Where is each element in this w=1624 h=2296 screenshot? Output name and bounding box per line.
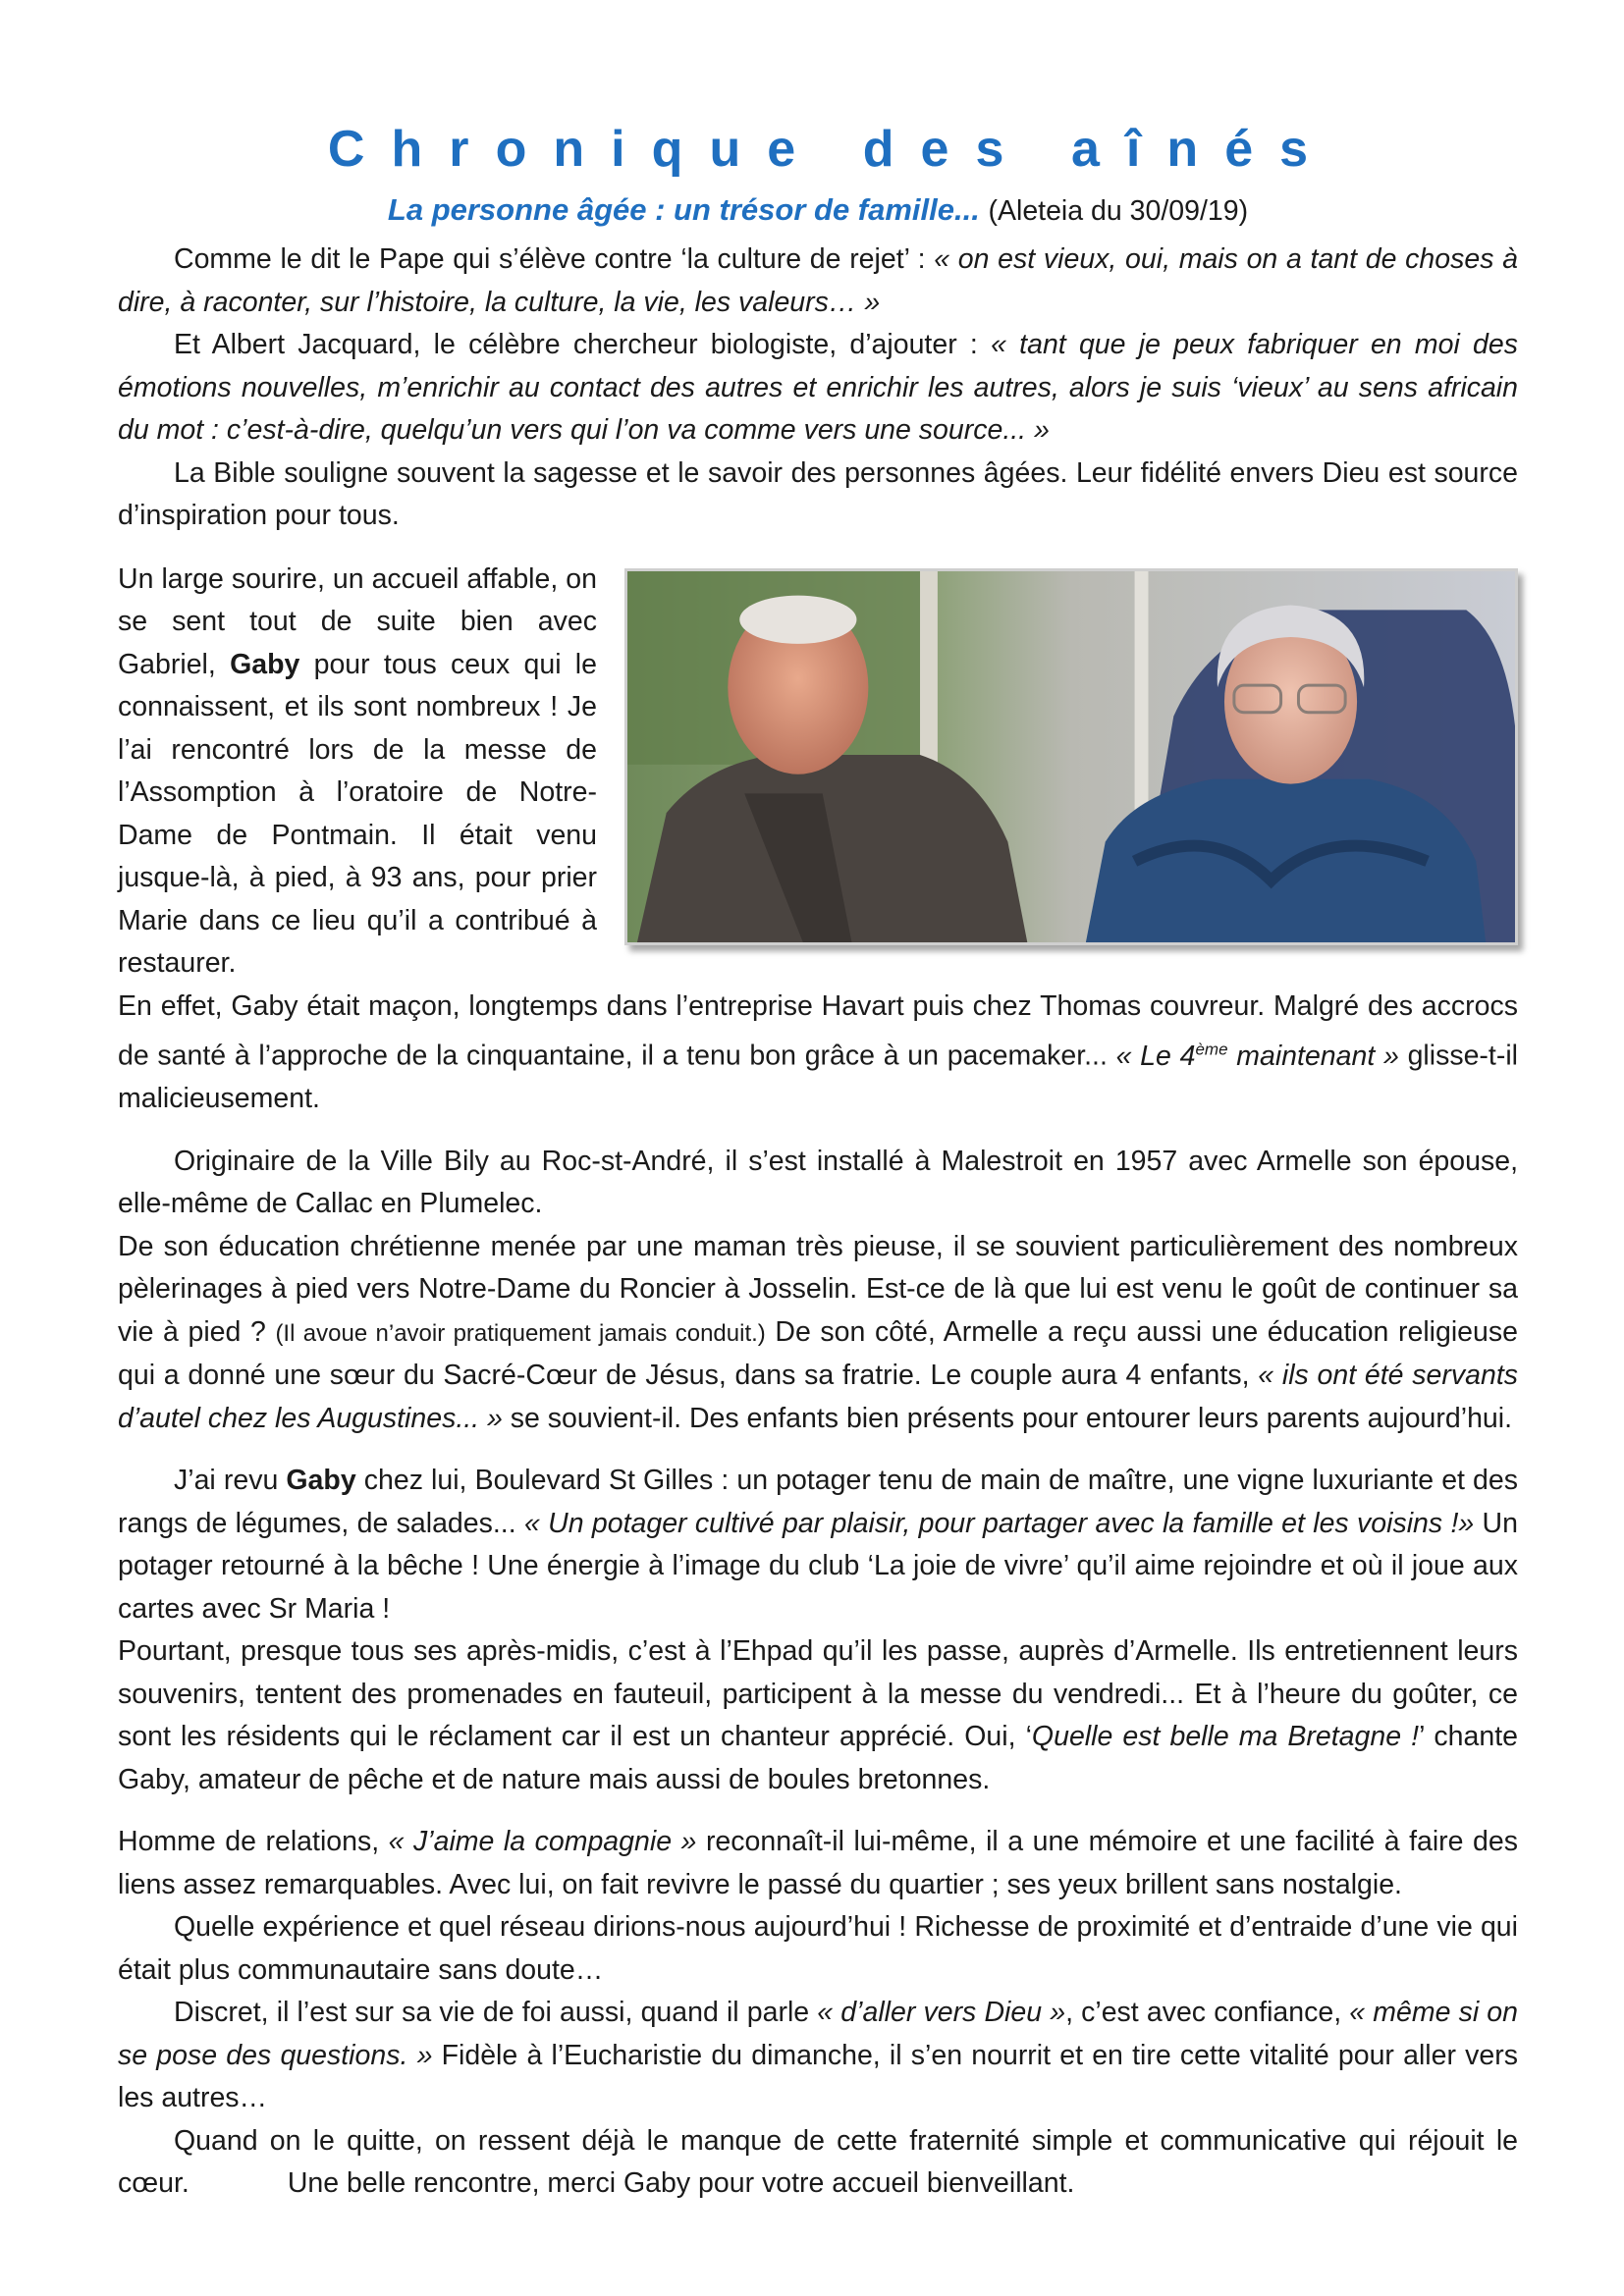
- p5-text: En effet, Gaby était maçon, longtemps dans l’entreprise Havart puis chez Thomas couvreur. Malgré des accrocs de santé à l’approche de la cinquantaine, il a tenu bon grâce à un pacemaker...: [118, 989, 1518, 1072]
- p7-text: De son éducation chrétienne menée par une maman très pieuse, il se souvient particulièrement des nombreux pèlerinages à pied vers Notre-Dame du Roncier à Josselin. Est-ce de là que lui est venu le goût de continuer sa vie à pied ?: [118, 1230, 1518, 1348]
- p13-text-2: Une belle rencontre, merci Gaby pour votre accueil bienveillant.: [287, 2167, 1075, 2199]
- couple-photo-image: [627, 571, 1515, 942]
- p5-sup: ème: [1195, 1040, 1228, 1058]
- paragraph-relations: [118, 1821, 1518, 1906]
- paragraph-mason: [118, 986, 1518, 1121]
- p8-text: J’ai revu: [174, 1465, 287, 1496]
- p12-text-2: , c’est avec confiance,: [1065, 1997, 1350, 2028]
- p12-text: Discret, il l’est sur sa vie de foi aussi, quand il parle: [174, 1997, 818, 2028]
- page-title: Chronique des aînés: [327, 121, 1335, 178]
- p8-text-3: Un potager retourné à la bêche ! Une énergie à l’image du club ‘La joie de vivre’ qu’il aime rejoindre et où il joue aux cartes avec Sr Maria !: [118, 1507, 1518, 1625]
- article: [118, 118, 1518, 2206]
- p9-quote: Quelle est belle ma Bretagne !: [1031, 1721, 1420, 1752]
- p9-text-2: ’ chante Gaby, amateur de pêche et de nature mais aussi de boules bretonnes.: [118, 1721, 1518, 1795]
- p13-text: Quand on le quitte, on ressent déjà le manque de cette fraternité simple et communicative qui réjouit le cœur.: [118, 2124, 1518, 2199]
- p12-text-3: Fidèle à l’Eucharistie du dimanche, il s’en nourrit et en tire cette vitalité pour aller vers les autres…: [118, 2039, 1518, 2113]
- paragraph-experience: Quelle expérience et quel réseau dirions-nous aujourd’hui ! Richesse de proximité et d’entraide d’une vie qui était plus communautaire sans doute…: [118, 1911, 1518, 1986]
- p7-text-3: se souvient-il. Des enfants bien présents pour entourer leurs parents aujourd’hui.: [502, 1402, 1513, 1434]
- p5-quote-2: maintenant »: [1227, 1040, 1399, 1072]
- paragraph-jacquard: [118, 324, 1518, 453]
- p7-quote: « ils ont été servants d’autel chez les Augustines... »: [118, 1360, 1518, 1434]
- subtitle-source: (Aleteia du 30/09/19): [988, 195, 1249, 227]
- p2-text: Et Albert Jacquard, le célèbre chercheur biologiste, d’ajouter :: [174, 329, 992, 360]
- photo-section: [118, 559, 1518, 1121]
- p12-quote-2: « même si on se pose des questions. »: [118, 1997, 1519, 2071]
- p1-quote: « on est vieux, oui, mais on a tant de choses à dire, à raconter, sur l’histoire, la culture, la vie, les valeurs… »: [118, 243, 1519, 318]
- p10-quote: « J’aime la compagnie »: [388, 1826, 697, 1857]
- paragraph-education: [118, 1226, 1518, 1441]
- gaby-name-2: Gaby: [286, 1465, 356, 1496]
- p5-quote: [1116, 1041, 1399, 1072]
- paragraph-pope: [118, 239, 1518, 324]
- p8-text-2: chez lui, Boulevard St Gilles : un potager tenu de main de maître, une vigne luxuriante et des rangs de légumes, de salades...: [118, 1465, 1518, 1539]
- p7-aside: (Il avoue n’avoir pratiquement jamais conduit.): [275, 1319, 766, 1347]
- p10-text: Homme de relations,: [118, 1826, 389, 1857]
- p4-text: Un large sourire, un accueil affable, on se sent tout de suite bien avec Gabriel,: [118, 562, 597, 680]
- subtitle-text: La personne âgée : un trésor de famille...: [387, 192, 980, 227]
- p1-text: Comme le dit le Pape qui s’élève contre ‘la culture de rejet’ :: [174, 243, 935, 275]
- p9-text: Pourtant, presque tous ses après-midis, c’est à l’Ehpad qu’il les passe, auprès d’Armelle. Ils entretiennent leurs souvenirs, tentent des promenades en fauteuil, participent à la messe du vendredi... Et à l’heure du goûter, ce sont les résidents qui le réclament car il est un chanteur apprécié. Oui, ‘: [118, 1635, 1518, 1752]
- subtitle: [118, 187, 1518, 235]
- p2-quote: « tant que je peux fabriquer en moi des émotions nouvelles, m’enrichir au contact des autres et enrichir les autres, alors je suis ‘vieux’ au sens africain du mot : c’est-à-dire, quelqu’un vers qui l’on va comme vers une source... »: [118, 329, 1518, 446]
- paragraph-faith: [118, 1992, 1518, 2120]
- gaby-name: Gaby: [230, 648, 300, 680]
- p5-text-2: glisse-t-il malicieusement.: [118, 1040, 1518, 1114]
- p12-quote-1: « d’aller vers Dieu »: [817, 1997, 1066, 2028]
- paragraph-bible: La Bible souligne souvent la sagesse et le savoir des personnes âgées. Leur fidélité envers Dieu est source d’inspiration pour tous.: [118, 456, 1518, 531]
- paragraph-closing: [118, 2120, 1518, 2206]
- paragraph-ehpad: [118, 1630, 1518, 1801]
- p8-quote: « Un potager cultivé par plaisir, pour partager avec la famille et les voisins !»: [523, 1507, 1475, 1539]
- p7-text-2: De son côté, Armelle a reçu aussi une éducation religieuse qui a donné une sœur du Sacré-Cœur de Jésus, dans sa fratrie. Le couple aura 4 enfants,: [118, 1315, 1518, 1391]
- p4-text-2: pour tous ceux qui le connaissent, et ils sont nombreux ! Je l’ai rencontré lors de la messe de l’Assomption à l’oratoire de Notre-Dame de Pontmain. Il était venu jusque-là, à pied, à 93 ans, pour prier Marie dans ce lieu qu’il a contribué à restaurer.: [118, 648, 597, 979]
- couple-photo: [624, 568, 1518, 945]
- paragraph-origin: Originaire de la Ville Bily au Roc-st-André, il s’est installé à Malestroit en 1957 avec Armelle son épouse, elle-même de Callac en Plumelec.: [118, 1145, 1518, 1219]
- paragraph-garden: [118, 1460, 1518, 1630]
- p5-quote-1: « Le 4: [1115, 1040, 1196, 1072]
- p10-text-2: reconnaît-il lui-même, il a une mémoire et une facilité à faire des liens assez remarquables. Avec lui, on fait revivre le passé du quartier ; ses yeux brillent sans nostalgie.: [118, 1826, 1518, 1900]
